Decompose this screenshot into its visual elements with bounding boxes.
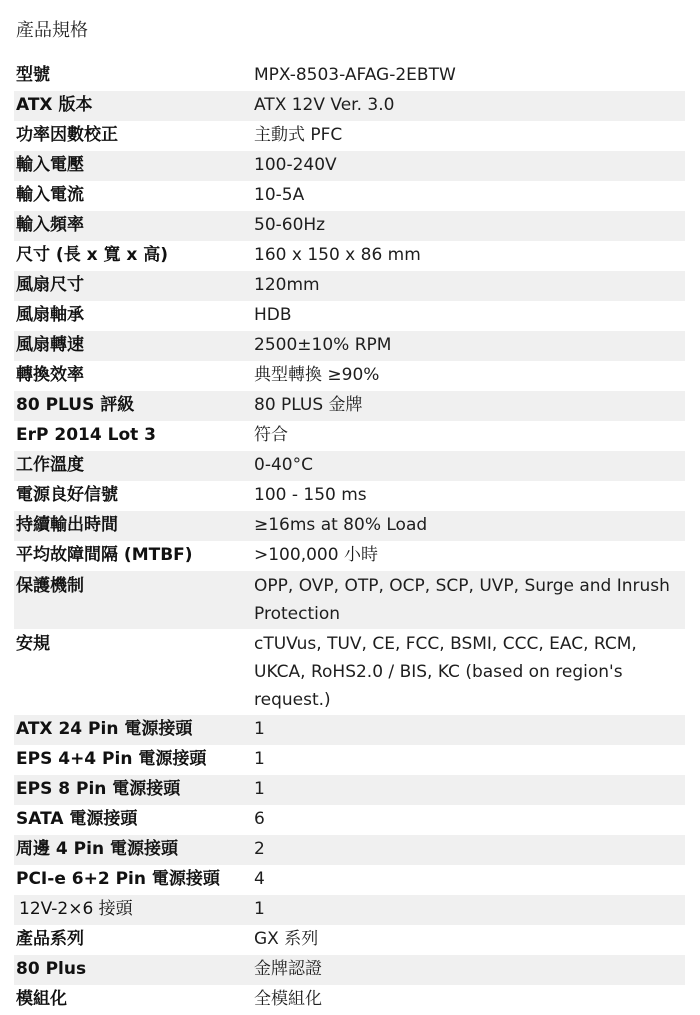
spec-value: 典型轉換 ≥90% xyxy=(254,365,380,385)
spec-row-peripheral-connector xyxy=(14,835,685,865)
spec-row-sata-connector xyxy=(14,805,685,835)
spec-row-input-frequency xyxy=(14,211,685,241)
spec-key: 風扇軸承 xyxy=(16,305,84,325)
spec-value: 全模組化 xyxy=(254,989,322,1009)
spec-key: 輸入電壓 xyxy=(16,155,84,175)
spec-row-erp xyxy=(14,421,685,451)
spec-value: >100,000 小時 xyxy=(254,545,378,565)
spec-row-fan-size xyxy=(14,271,685,301)
spec-key: 周邊 4 Pin 電源接頭 xyxy=(16,839,178,859)
spec-value: 符合 xyxy=(254,425,288,445)
spec-key: 安規 xyxy=(16,634,50,654)
spec-key: ATX 24 Pin 電源接頭 xyxy=(16,719,193,739)
spec-value: GX 系列 xyxy=(254,929,319,949)
spec-value: 0-40°C xyxy=(254,455,313,475)
spec-value: 120mm xyxy=(254,275,320,295)
spec-key: 模組化 xyxy=(16,989,67,1009)
spec-key: 80 PLUS 評級 xyxy=(16,395,135,415)
spec-value: 10-5A xyxy=(254,185,305,205)
spec-value: ≥16ms at 80% Load xyxy=(254,515,428,535)
spec-key: SATA 電源接頭 xyxy=(16,809,138,829)
spec-value: 50-60Hz xyxy=(254,215,326,235)
spec-row-model xyxy=(14,61,685,91)
spec-row-input-voltage xyxy=(14,151,685,181)
spec-row-atx24-connector xyxy=(14,715,685,745)
spec-key: 轉換效率 xyxy=(16,365,84,385)
section-title: 產品規格 xyxy=(16,20,88,41)
spec-row-hold-up-time xyxy=(14,511,685,541)
spec-value: ATX 12V Ver. 3.0 xyxy=(254,95,395,115)
spec-row-atx-version xyxy=(14,91,685,121)
spec-key: 平均故障間隔 (MTBF) xyxy=(16,545,193,565)
spec-key: ErP 2014 Lot 3 xyxy=(16,425,156,445)
spec-row-power-good xyxy=(14,481,685,511)
spec-value: 金牌認證 xyxy=(254,959,322,979)
spec-row-efficiency xyxy=(14,361,685,391)
spec-key: 輸入電流 xyxy=(16,185,84,205)
spec-row-pfc xyxy=(14,121,685,151)
spec-value: 100-240V xyxy=(254,155,337,175)
spec-row-modular xyxy=(14,985,685,1015)
spec-row-operating-temp xyxy=(14,451,685,481)
spec-table-body xyxy=(14,61,685,1015)
spec-row-80plus-rating xyxy=(14,391,685,421)
spec-key: 型號 xyxy=(16,65,50,85)
spec-value: 80 PLUS 金牌 xyxy=(254,395,363,415)
spec-key: 尺寸 (長 x 寬 x 高) xyxy=(16,245,169,265)
spec-key: 工作溫度 xyxy=(16,455,84,475)
spec-row-protection xyxy=(14,571,685,629)
spec-row-eps44-connector xyxy=(14,745,685,775)
spec-value: 1 xyxy=(254,899,265,919)
spec-value: 160 x 150 x 86 mm xyxy=(254,245,421,265)
spec-row-input-current xyxy=(14,181,685,211)
spec-value: MPX-8503-AFAG-2EBTW xyxy=(254,65,456,85)
spec-key: 電源良好信號 xyxy=(16,485,118,505)
spec-key: EPS 8 Pin 電源接頭 xyxy=(16,779,181,799)
spec-row-12v2x6-connector xyxy=(14,895,685,925)
spec-value: cTUVus, TUV, CE, FCC, BSMI, CCC, EAC, RCM, UKCA, RoHS2.0 / BIS, KC (based on region's request.) xyxy=(254,634,637,710)
spec-value: HDB xyxy=(254,305,292,325)
spec-row-safety xyxy=(14,629,685,715)
spec-value: 1 xyxy=(254,749,265,769)
spec-row-fan-speed xyxy=(14,331,685,361)
spec-value: 100 - 150 ms xyxy=(254,485,367,505)
spec-row-dimensions xyxy=(14,241,685,271)
spec-value: 2 xyxy=(254,839,265,859)
spec-row-eps8-connector xyxy=(14,775,685,805)
spec-row-80plus xyxy=(14,955,685,985)
spec-key: 保護機制 xyxy=(16,576,84,596)
spec-key: 12V-2×6 接頭 xyxy=(19,899,133,919)
spec-row-product-series xyxy=(14,925,685,955)
spec-value: 4 xyxy=(254,869,265,889)
spec-key: 風扇尺寸 xyxy=(16,275,84,295)
spec-row-fan-bearing xyxy=(14,301,685,331)
spec-key: ATX 版本 xyxy=(16,95,93,115)
spec-key: 功率因數校正 xyxy=(16,125,118,145)
spec-value: 主動式 PFC xyxy=(254,125,343,145)
spec-key: 80 Plus xyxy=(16,959,87,979)
spec-key: 輸入頻率 xyxy=(16,215,84,235)
spec-key: EPS 4+4 Pin 電源接頭 xyxy=(16,749,207,769)
spec-key: 風扇轉速 xyxy=(16,335,84,355)
spec-key: 持續輸出時間 xyxy=(16,515,118,535)
spec-value: 6 xyxy=(254,809,265,829)
spec-key: 產品系列 xyxy=(16,929,84,949)
spec-row-mtbf xyxy=(14,541,685,571)
spec-row-pcie-connector xyxy=(14,865,685,895)
spec-table xyxy=(14,61,685,1015)
spec-value: 1 xyxy=(254,719,265,739)
spec-value: 1 xyxy=(254,779,265,799)
spec-value: 2500±10% RPM xyxy=(254,335,392,355)
spec-key: PCI-e 6+2 Pin 電源接頭 xyxy=(16,869,220,889)
spec-value: OPP, OVP, OTP, OCP, SCP, UVP, Surge and Inrush Protection xyxy=(254,576,670,624)
